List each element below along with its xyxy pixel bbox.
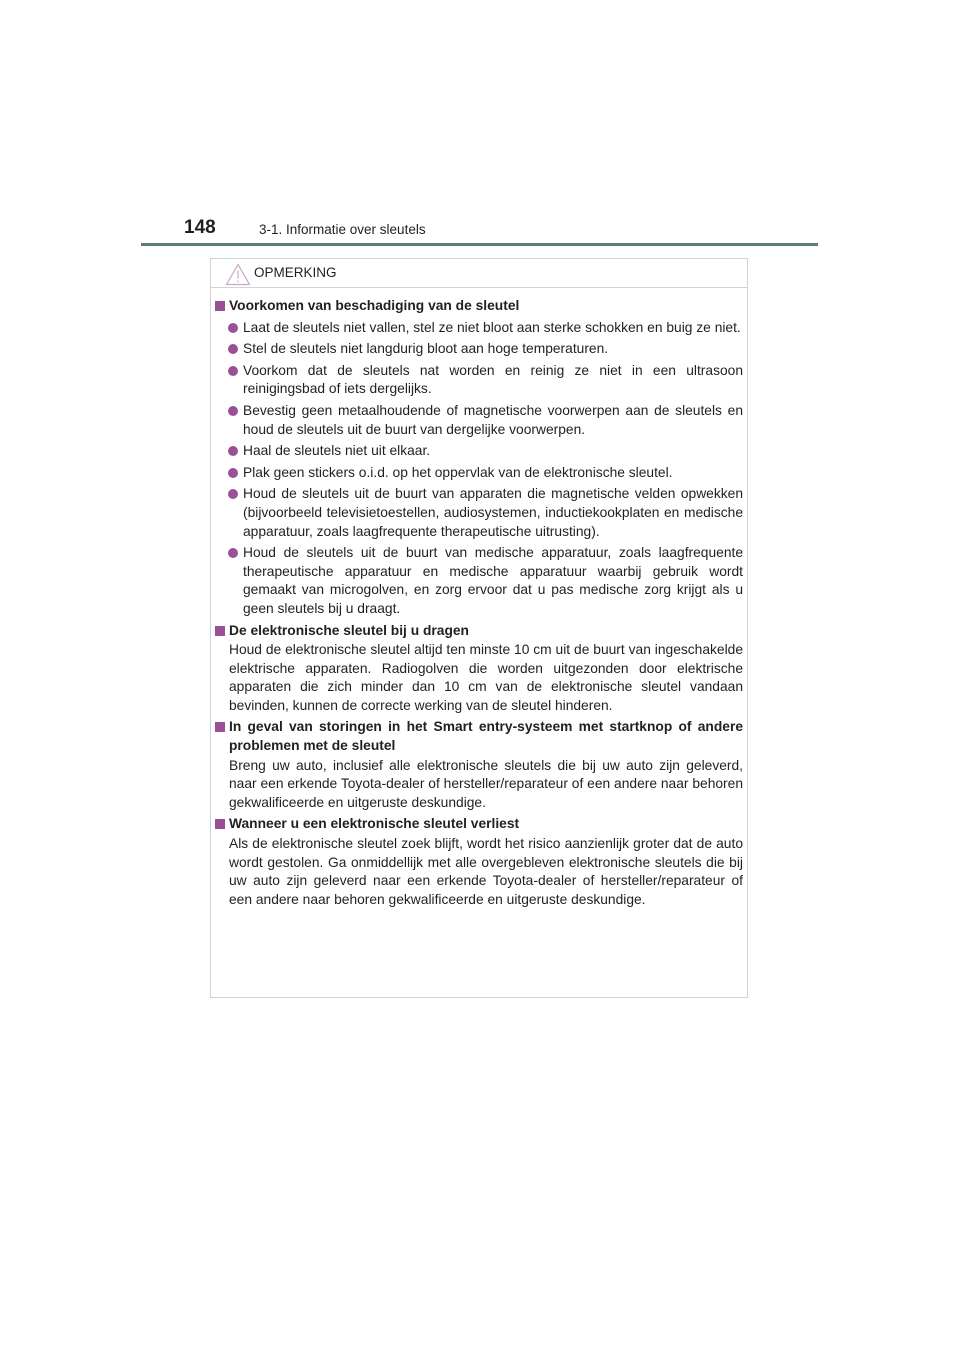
circle-bullet-icon bbox=[228, 406, 238, 416]
list-item bbox=[211, 402, 749, 439]
section-heading bbox=[211, 815, 749, 834]
circle-bullet-icon bbox=[228, 344, 238, 354]
list-item-text: Plak geen stickers o.i.d. op het oppervlak van de elektronische sleutel. bbox=[243, 464, 673, 480]
page-number: 148 bbox=[184, 217, 216, 238]
circle-bullet-icon bbox=[228, 323, 238, 333]
list-item-text: Laat de sleutels niet vallen, stel ze niet bloot aan sterke schokken en buig ze niet. bbox=[243, 319, 741, 335]
notice-title: OPMERKING bbox=[254, 265, 337, 280]
notice-section bbox=[211, 815, 749, 909]
list-item-text: Houd de sleutels uit de buurt van apparaten die magnetische velden opwekken (bijvoorbeeld televisietoestellen, audiosystemen, inductiekookplaten en medische apparatuur, zoals laagfrequente therapeutische uitrusting). bbox=[243, 486, 743, 539]
header-divider bbox=[141, 243, 818, 246]
circle-bullet-icon bbox=[228, 446, 238, 456]
list-item bbox=[211, 319, 749, 338]
section-heading-text: De elektronische sleutel bij u dragen bbox=[229, 622, 469, 638]
list-item-text: Voorkom dat de sleutels nat worden en reinig ze niet in een ultrasoon reinigingsbad of iets dergelijks. bbox=[243, 362, 743, 397]
circle-bullet-icon bbox=[228, 366, 238, 376]
section-heading bbox=[211, 622, 749, 641]
list-item bbox=[211, 485, 749, 541]
page-header bbox=[0, 0, 960, 250]
section-body: Breng uw auto, inclusief alle elektronische sleutels die bij uw auto zijn geleverd, naar een erkende Toyota-dealer of hersteller/reparateur of een andere naar behoren gekwalificeerde en uitgeruste deskundige. bbox=[229, 757, 743, 810]
section-heading-text: Wanneer u een elektronische sleutel verliest bbox=[229, 816, 520, 832]
notice-section bbox=[211, 297, 749, 619]
square-bullet-icon bbox=[215, 626, 225, 636]
section-body: Als de elektronische sleutel zoek blijft, wordt het risico aanzienlijk groter dat de auto wordt gestolen. Ga onmiddellijk met alle overgebleven elektronische sleutels die bij uw auto zijn geleverd naar een erkende Toyota-dealer of hersteller/reparateur of een andere naar behoren gekwalificeerde en uitgeruste deskundige. bbox=[229, 836, 743, 907]
list-item-text: Stel de sleutels niet langdurig bloot aan hoge temperaturen. bbox=[243, 341, 609, 357]
warning-triangle-icon bbox=[225, 263, 251, 286]
square-bullet-icon bbox=[215, 301, 225, 311]
section-body: Houd de elektronische sleutel altijd ten minste 10 cm uit de buurt van ingeschakelde elektrische apparaten. Radiogolven die worden uitgezonden door elektrische apparaten die zich minder dan 10 cm van de elektronische sleutel vandaan bevinden, kunnen de correcte werking van de sleutel hinderen. bbox=[229, 642, 743, 713]
notice-box bbox=[210, 258, 748, 998]
section-heading-text: Voorkomen van beschadiging van de sleutel bbox=[229, 298, 520, 313]
notice-header bbox=[211, 259, 747, 288]
list-item bbox=[211, 544, 749, 618]
list-item-text: Bevestig geen metaalhoudende of magnetische voorwerpen aan de sleutels en houd de sleutels uit de buurt van dergelijke voorwerpen. bbox=[243, 402, 743, 437]
notice-content bbox=[211, 297, 749, 912]
notice-section bbox=[211, 622, 749, 716]
notice-section bbox=[211, 718, 749, 812]
list-item bbox=[211, 464, 749, 483]
section-heading bbox=[211, 297, 749, 316]
section-heading-text: In geval van storingen in het Smart entry-systeem met startknop of andere problemen met de sleutel bbox=[229, 719, 743, 754]
section-heading bbox=[211, 718, 749, 755]
section-title: 3-1. Informatie over sleutels bbox=[259, 222, 426, 237]
list-item bbox=[211, 442, 749, 461]
list-item-text: Houd de sleutels uit de buurt van medische apparatuur, zoals laagfrequente therapeutische apparatuur en medische apparatuur waarbij gebruik wordt gemaakt van microgolven, en zorg ervoor dat u pas medische zorg krijgt als u geen sleutels bij u draagt. bbox=[243, 545, 743, 616]
list-item bbox=[211, 362, 749, 399]
list-item bbox=[211, 340, 749, 359]
square-bullet-icon bbox=[215, 722, 225, 732]
circle-bullet-icon bbox=[228, 489, 238, 499]
circle-bullet-icon bbox=[228, 468, 238, 478]
circle-bullet-icon bbox=[228, 548, 238, 558]
square-bullet-icon bbox=[215, 819, 225, 829]
list-item-text: Haal de sleutels niet uit elkaar. bbox=[243, 443, 431, 459]
